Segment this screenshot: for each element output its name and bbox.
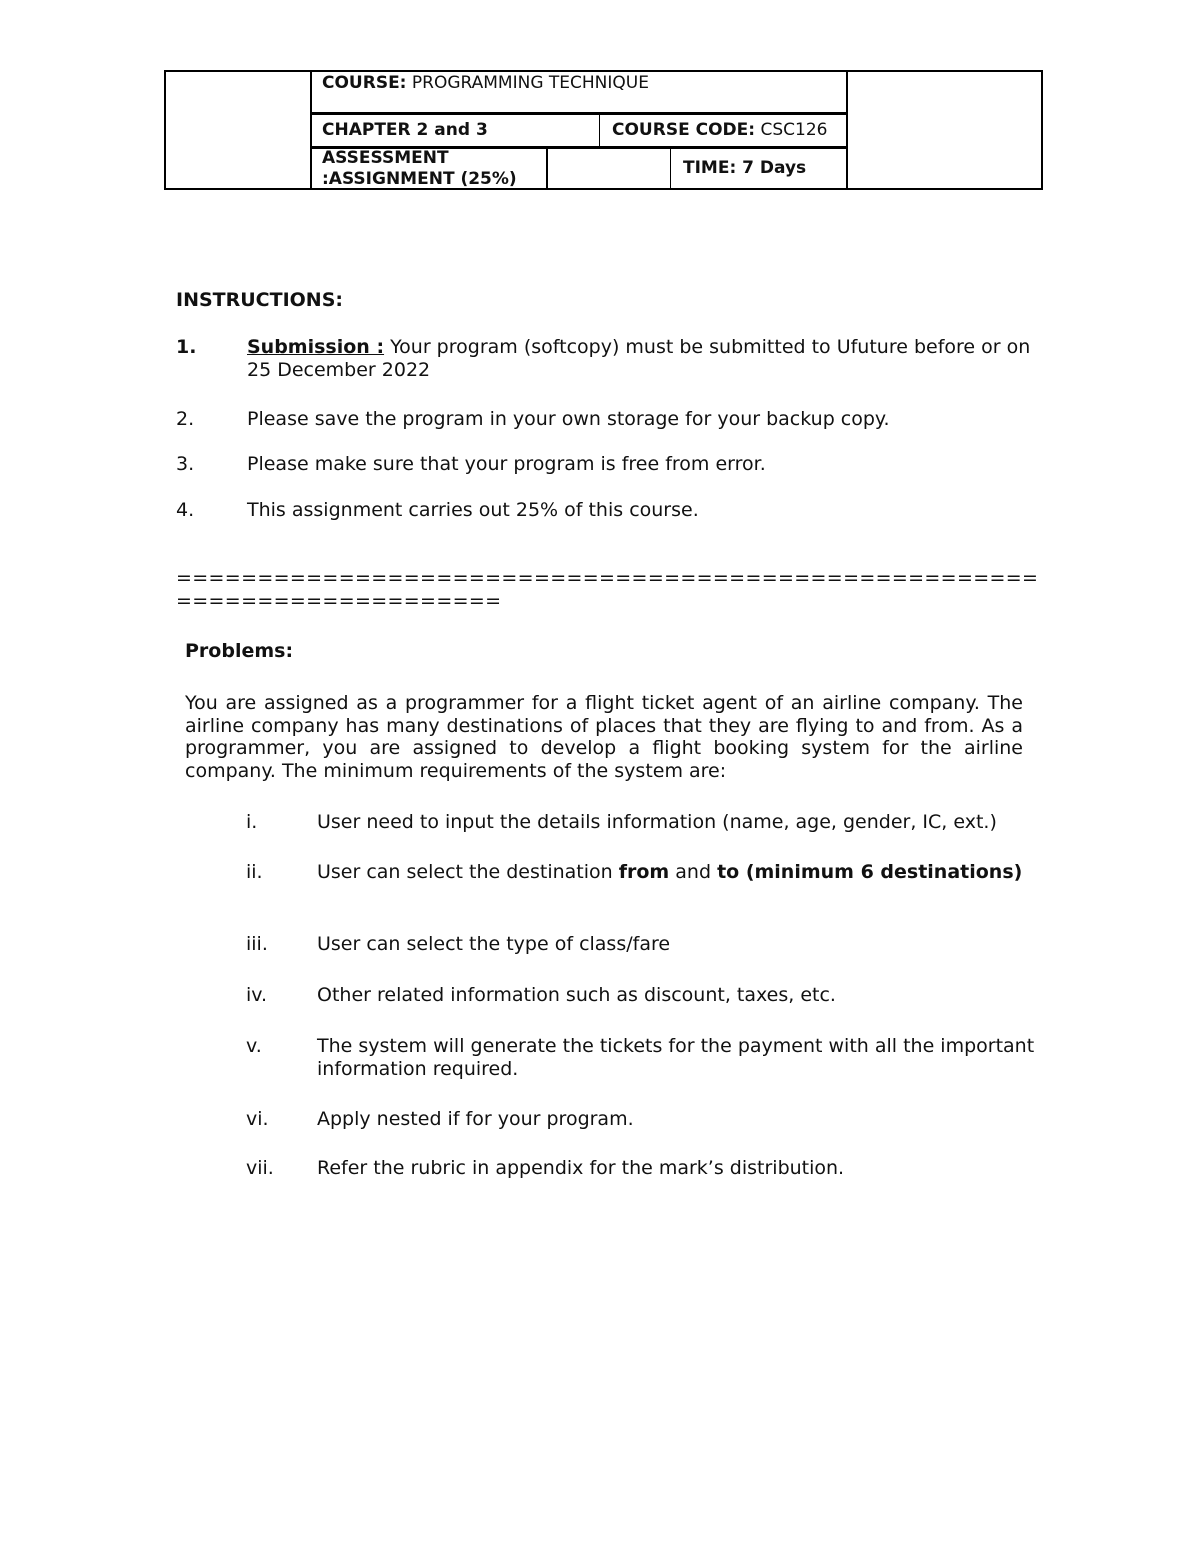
- assessment-cell: [322, 148, 517, 190]
- requirement-text: The system will generate the tickets for the payment with all the important information required.: [317, 1035, 1035, 1080]
- requirement-item: [246, 811, 1046, 835]
- table-divider: [670, 147, 671, 188]
- requirement-text: User can select the type of class/fare: [317, 933, 671, 955]
- course-cell: [322, 73, 649, 94]
- requirement-number: vi.: [246, 1108, 269, 1130]
- instruction-item-2: [176, 408, 1056, 432]
- assessment-line1: ASSESSMENT: [322, 148, 449, 168]
- requirement-text-pre: User can select the destination: [317, 861, 619, 883]
- header-table: [164, 70, 1043, 190]
- course-code-value: CSC126: [760, 120, 828, 140]
- instruction-text: This assignment carries out 25% of this course.: [247, 499, 699, 521]
- course-code-label: COURSE CODE:: [612, 120, 756, 140]
- requirement-text: Apply nested if for your program.: [317, 1108, 634, 1130]
- table-divider: [310, 72, 312, 188]
- instruction-number: 1.: [176, 336, 197, 358]
- course-label: COURSE:: [322, 73, 407, 93]
- instruction-number: 3.: [176, 453, 195, 475]
- submission-label: Submission :: [247, 336, 385, 358]
- requirement-item: [246, 984, 1046, 1008]
- course-code-cell: [612, 120, 827, 141]
- requirement-text: Refer the rubric in appendix for the mark’s distribution.: [317, 1157, 845, 1179]
- requirement-item: [246, 861, 1046, 907]
- separator-line-1: =====================================================: [176, 567, 1039, 589]
- course-value: PROGRAMMING TECHNIQUE: [411, 73, 649, 93]
- instruction-text: [247, 336, 1047, 382]
- table-divider: [846, 72, 848, 188]
- requirement-bold-from: from: [618, 861, 670, 883]
- instruction-item-4: [176, 499, 1056, 523]
- instruction-item-1: [176, 336, 1056, 384]
- table-divider: [546, 147, 548, 188]
- requirement-text: User need to input the details information (name, age, gender, IC, ext.): [317, 811, 997, 833]
- requirement-item: [246, 1035, 1046, 1081]
- instructions-title: INSTRUCTIONS:: [176, 289, 343, 311]
- requirement-item: [246, 1108, 1046, 1132]
- problems-title: Problems:: [185, 640, 294, 662]
- requirement-bold-to: to (minimum 6 destinations): [717, 861, 1023, 883]
- requirement-item: [246, 1157, 1046, 1181]
- requirement-text: [317, 861, 1037, 884]
- problems-paragraph: You are assigned as a programmer for a flight ticket agent of an airline company. The airline company has many destinations of places that they are flying to and from. As a programmer, you are assigned to develop a flight booking system for the airline company. The minimum requirements of the system are:: [185, 692, 1023, 782]
- requirement-number: iv.: [246, 984, 268, 1006]
- table-divider: [599, 113, 600, 147]
- requirement-text-mid: and: [669, 861, 718, 883]
- requirement-number: ii.: [246, 861, 263, 883]
- requirement-number: i.: [246, 811, 258, 833]
- table-divider: [310, 112, 848, 115]
- requirement-number: v.: [246, 1035, 262, 1057]
- instruction-text: Please save the program in your own storage for your backup copy.: [247, 408, 890, 430]
- instruction-number: 4.: [176, 499, 195, 521]
- assessment-line2: :ASSIGNMENT (25%): [322, 169, 517, 189]
- instruction-text: Please make sure that your program is free from error.: [247, 453, 766, 475]
- instruction-item-3: [176, 453, 1056, 477]
- time-cell: TIME: 7 Days: [683, 158, 807, 178]
- requirement-number: vii.: [246, 1157, 274, 1179]
- requirement-text: Other related information such as discount, taxes, etc.: [317, 984, 836, 1006]
- chapter-cell: CHAPTER 2 and 3: [322, 120, 488, 140]
- submission-text: Your program (softcopy) must be submitted to Ufuture before or on 25 December 2022: [247, 336, 1031, 381]
- separator-line-2: ====================: [176, 590, 502, 612]
- instruction-number: 2.: [176, 408, 195, 430]
- requirement-number: iii.: [246, 933, 268, 955]
- requirement-item: [246, 933, 1046, 957]
